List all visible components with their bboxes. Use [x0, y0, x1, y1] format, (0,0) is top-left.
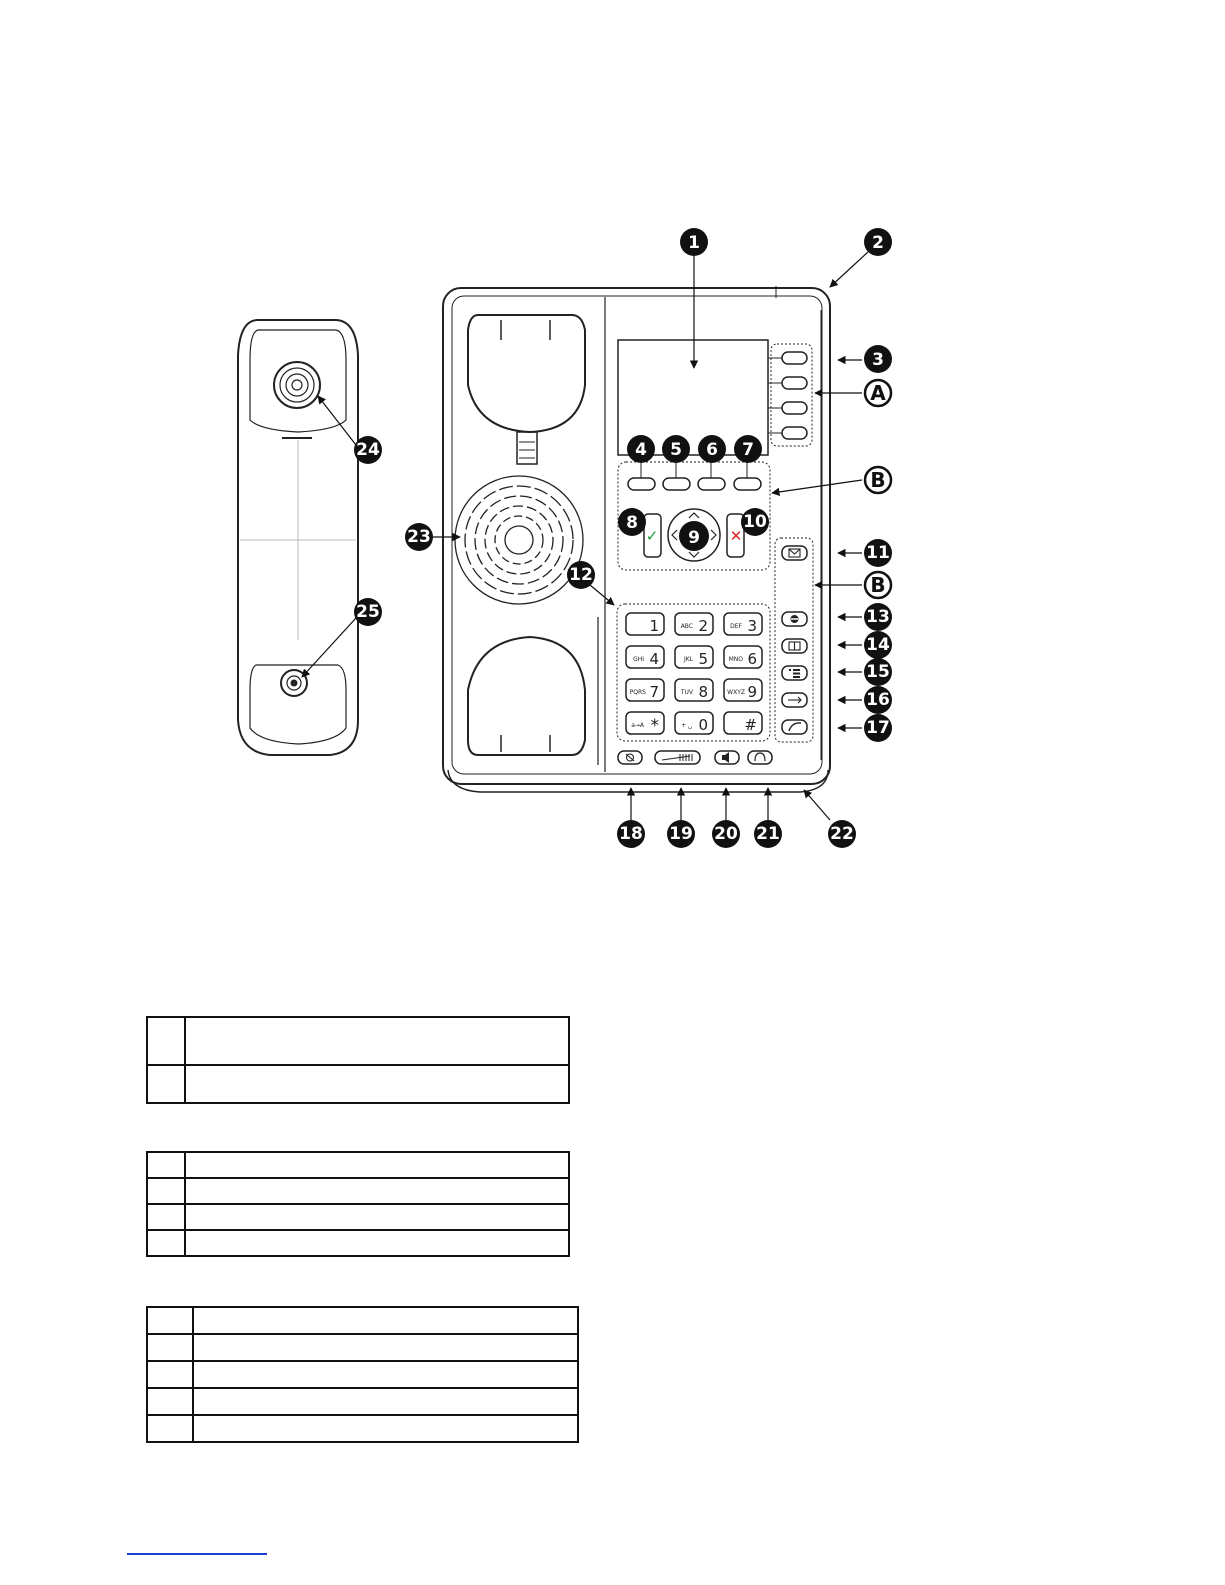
svg-text:20: 20 [714, 824, 738, 844]
microphone-icon [281, 670, 307, 696]
callout-10 [741, 508, 769, 536]
svg-text:6: 6 [706, 440, 718, 460]
speakerphone-icon [722, 752, 729, 763]
callout-7 [734, 435, 762, 463]
svg-text:JKL: JKL [683, 656, 693, 663]
reject-icon: ✕ [729, 527, 743, 545]
svg-text:12: 12 [569, 565, 593, 585]
svg-text:3: 3 [747, 617, 757, 635]
callout-19 [667, 820, 695, 848]
table-row [147, 1307, 578, 1334]
svg-text:7: 7 [742, 440, 754, 460]
callout-6 [698, 435, 726, 463]
svg-text:9: 9 [747, 683, 757, 701]
accept-icon: ✓ [645, 527, 659, 545]
nav-right-icon [711, 530, 716, 540]
table-row [147, 1361, 578, 1388]
svg-text:4: 4 [635, 440, 647, 460]
handset-cradle-bottom [468, 637, 585, 755]
svg-text:DEF: DEF [730, 623, 742, 630]
svg-text:MNO: MNO [728, 656, 743, 663]
svg-text:21: 21 [756, 824, 780, 844]
callout-2 [864, 228, 892, 256]
svg-text:GHI: GHI [633, 656, 644, 663]
mute-icon [626, 754, 634, 761]
callout-1 [680, 228, 708, 256]
softkey-4 [734, 478, 761, 490]
redial-key [782, 720, 807, 734]
handset-cradle-top [468, 315, 585, 464]
svg-text:2: 2 [872, 233, 884, 253]
callout-16 [864, 686, 892, 714]
svg-text:*: * [650, 716, 659, 736]
group-label-b-1 [865, 467, 891, 493]
redial-icon [789, 723, 801, 731]
legend-table-2 [146, 1151, 570, 1257]
svg-text:A: A [870, 381, 886, 405]
group-label-a [865, 380, 891, 406]
svg-text:15: 15 [866, 662, 890, 682]
svg-text:4: 4 [649, 650, 659, 668]
svg-text:8: 8 [698, 683, 708, 701]
envelope-icon [789, 549, 800, 557]
svg-text:5: 5 [698, 650, 708, 668]
svg-text:10: 10 [743, 512, 767, 532]
nav-left-icon [672, 530, 677, 540]
svg-text:+ ␣: + ␣ [681, 722, 692, 729]
line-key-4 [782, 427, 807, 439]
keypad [626, 613, 762, 736]
callout-13 [864, 603, 892, 631]
svg-text:2: 2 [698, 617, 708, 635]
svg-text:B: B [870, 468, 886, 492]
table-row [147, 1334, 578, 1361]
table-row [147, 1017, 569, 1065]
svg-text:16: 16 [866, 690, 890, 710]
callout-25 [354, 598, 382, 626]
phone-body [443, 286, 830, 792]
svg-text:13: 13 [866, 607, 890, 627]
svg-text:11: 11 [866, 543, 890, 563]
table-row [147, 1388, 578, 1415]
svg-text:PQRS: PQRS [629, 689, 646, 696]
earpiece-speaker-icon [274, 362, 320, 408]
callout-4 [627, 435, 655, 463]
svg-text:0: 0 [698, 716, 708, 734]
softkey-1 [628, 478, 655, 490]
svg-text:1: 1 [688, 233, 700, 253]
table-row [147, 1178, 569, 1204]
handset [238, 320, 358, 755]
transfer-icon [788, 697, 801, 703]
callout-12 [567, 561, 595, 589]
svg-text:B: B [870, 573, 886, 597]
table-row [147, 1152, 569, 1178]
callout-22 [828, 820, 856, 848]
svg-text:23: 23 [407, 527, 431, 547]
volume-icon [662, 754, 692, 761]
callout-21 [754, 820, 782, 848]
svg-text:17: 17 [866, 718, 890, 738]
group-label-b-2 [865, 572, 891, 598]
headset-icon [755, 753, 765, 761]
svg-text:6: 6 [747, 650, 757, 668]
svg-text:19: 19 [669, 824, 693, 844]
callout-17 [864, 714, 892, 742]
callout-8 [618, 508, 646, 536]
line-key-3 [782, 402, 807, 414]
softkey-2 [663, 478, 690, 490]
svg-text:14: 14 [866, 635, 890, 655]
nav-down-icon [689, 552, 699, 557]
line-key-2 [782, 377, 807, 389]
svg-text:18: 18 [619, 824, 643, 844]
menu-icon [789, 669, 800, 678]
footer-link-underline[interactable] [127, 1553, 267, 1555]
svg-text:25: 25 [356, 602, 380, 622]
callout-11 [864, 539, 892, 567]
callout-14 [864, 631, 892, 659]
svg-text:24: 24 [356, 440, 380, 460]
callout-24 [354, 436, 382, 464]
nav-up-icon [689, 513, 699, 518]
callout-3 [864, 345, 892, 373]
softkey-3 [698, 478, 725, 490]
svg-text:5: 5 [670, 440, 682, 460]
svg-text:1: 1 [649, 617, 659, 635]
svg-text:3: 3 [872, 350, 884, 370]
svg-text:a→A: a→A [631, 722, 644, 729]
callout-9 [679, 521, 709, 551]
svg-text:7: 7 [649, 683, 659, 701]
svg-text:22: 22 [830, 824, 854, 844]
svg-text:#: # [744, 716, 757, 734]
table-row [147, 1065, 569, 1103]
function-keys-group [775, 538, 813, 742]
svg-text:8: 8 [626, 513, 638, 533]
dnd-icon [791, 615, 799, 623]
callout-15 [864, 658, 892, 686]
callout-23 [405, 523, 433, 551]
legend-table-1 [146, 1016, 570, 1104]
loudspeaker-icon [455, 476, 583, 604]
table-row [147, 1204, 569, 1230]
callout-5 [662, 435, 690, 463]
table-row [147, 1415, 578, 1442]
messages-key [782, 546, 807, 560]
callout-18 [617, 820, 645, 848]
table-row [147, 1230, 569, 1256]
book-icon [789, 642, 800, 650]
legend-table-3 [146, 1306, 579, 1443]
callout-20 [712, 820, 740, 848]
svg-text:9: 9 [688, 528, 700, 548]
line-key-1 [782, 352, 807, 364]
svg-text:WXYZ: WXYZ [727, 689, 745, 696]
svg-text:ABC: ABC [680, 623, 693, 630]
svg-text:TUV: TUV [680, 689, 693, 696]
